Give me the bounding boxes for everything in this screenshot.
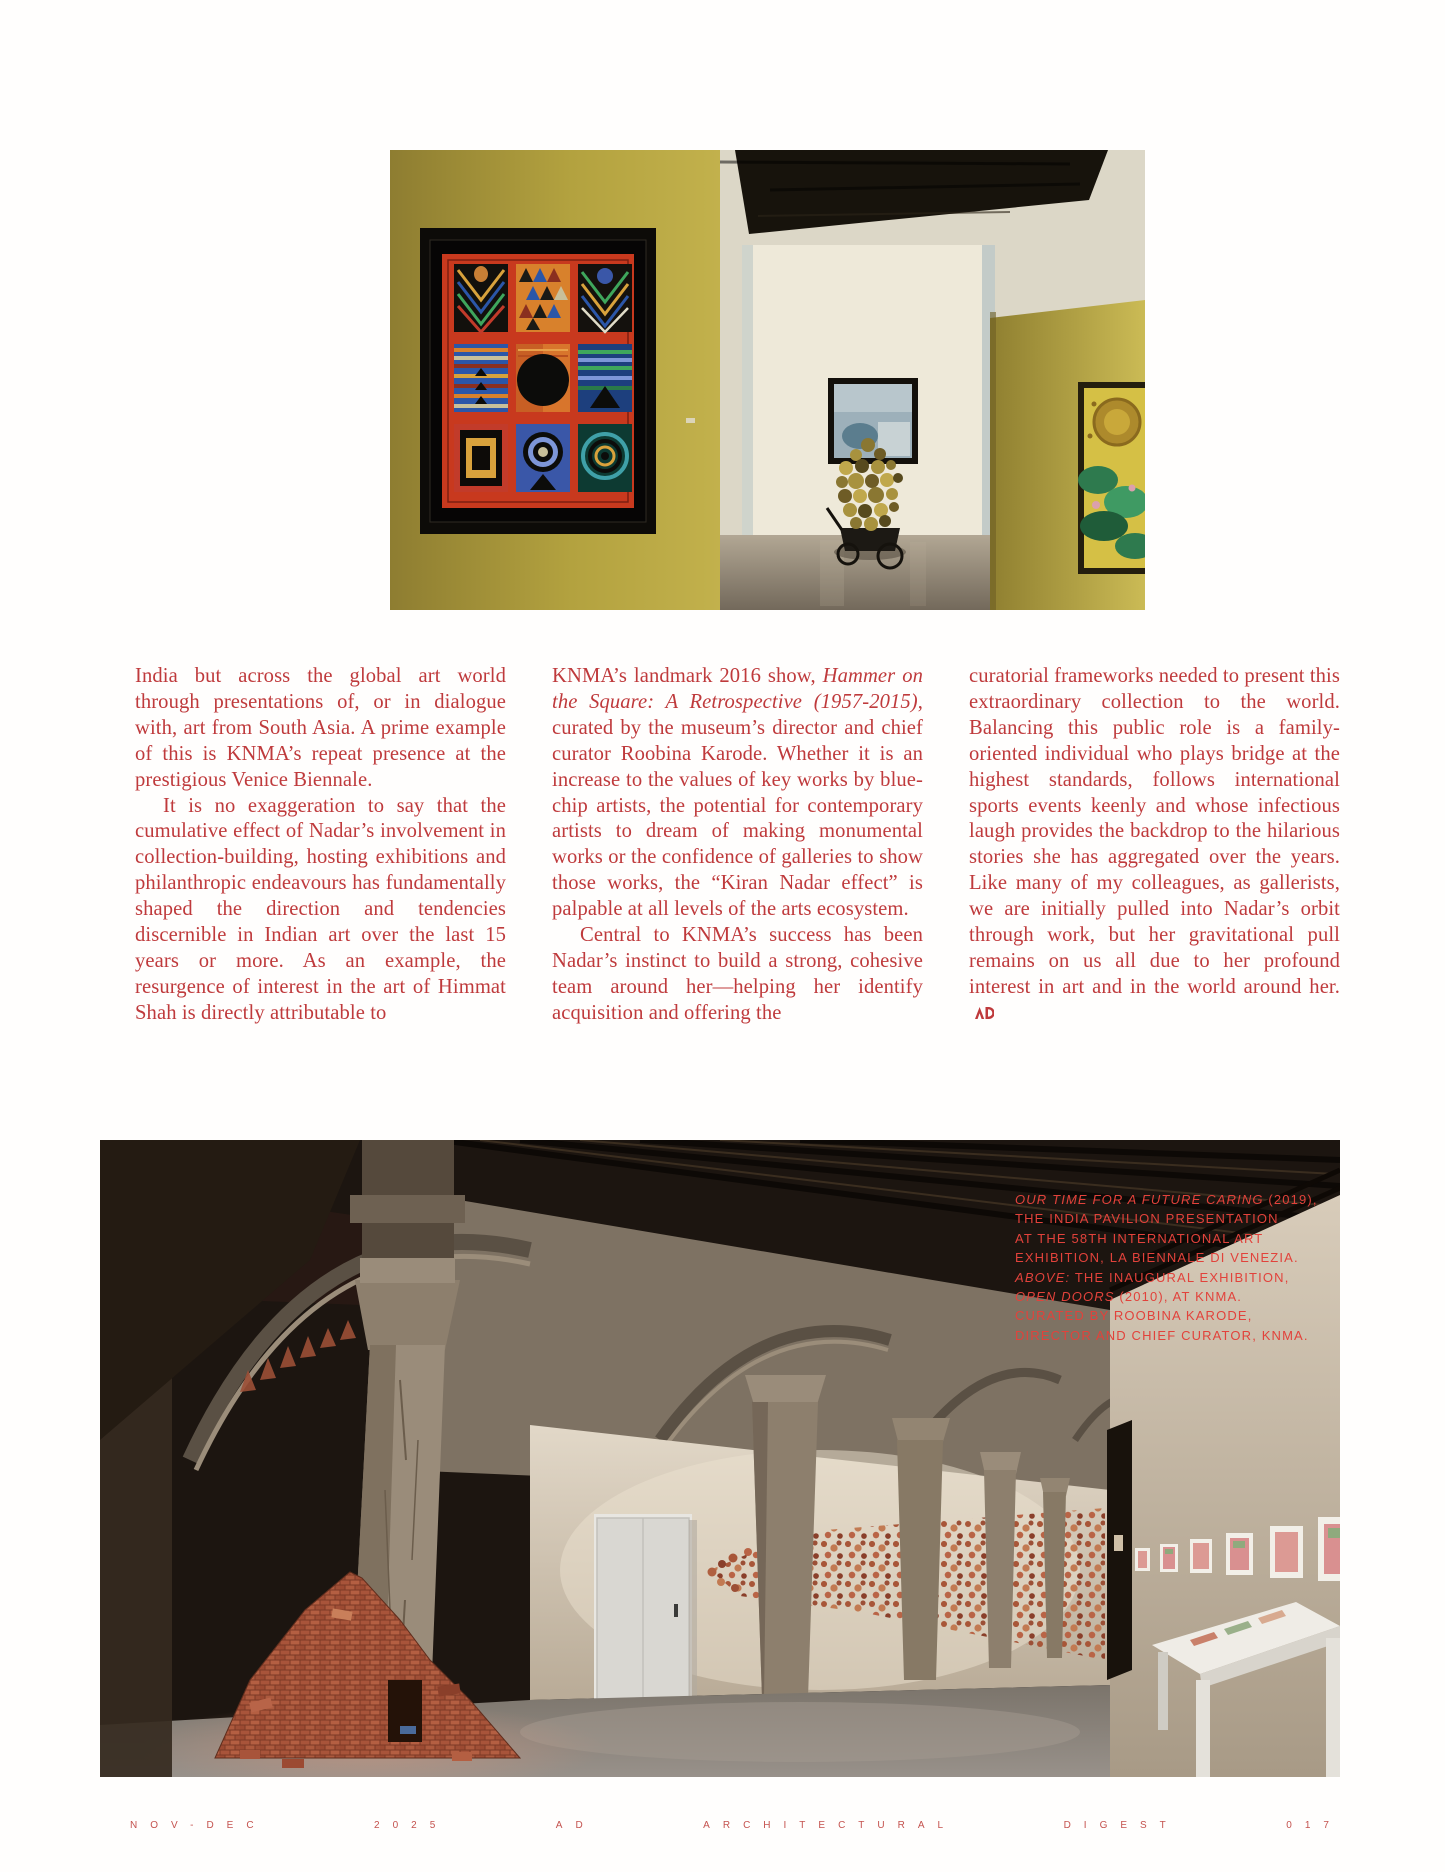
footer-issue-date: NOV-DEC (130, 1820, 267, 1831)
footer-brand-digest: DIGEST (1063, 1820, 1179, 1831)
caption-line: THE INDIA PAVILION PRESENTATION (1015, 1211, 1279, 1227)
caption-line: AT THE 58TH INTERNATIONAL ART (1015, 1230, 1264, 1246)
wall-label (686, 418, 695, 423)
artwork-tile-concentric-squares (454, 424, 508, 492)
artwork-tile-black-bindu (516, 344, 570, 412)
caption-line: OPEN DOORS (2010), AT KNMA. (1015, 1289, 1243, 1305)
caption-line: ABOVE: THE INAUGURAL EXHIBITION, (1015, 1269, 1290, 1285)
paragraph: India but across the global art world through presentations of, or in dialogue with, art from South Asia. A prime example of this is KNMA’s repeat presence at the prestigious Venice Biennale. (135, 665, 506, 791)
artwork-tile-spiral (578, 424, 632, 492)
bottom-pavilion-photo (100, 1140, 1340, 1777)
footer-brand-architectural: ARCHITECTURAL (703, 1820, 957, 1831)
top-gallery-photo-illustration (390, 150, 1145, 610)
article-body (135, 664, 1340, 1027)
artwork-tile-chevron-1 (454, 264, 508, 332)
ad-end-mark-icon (975, 1001, 994, 1027)
paragraph: Central to KNMA’s success has been Nadar’s instinct to build a strong, cohesive team around her—helping her identify acquisition and offering the (552, 924, 923, 1024)
distant-door-frame-left (742, 245, 753, 537)
article-column-1 (135, 664, 506, 1027)
footer-page-number: 017 (1286, 1820, 1342, 1831)
footer-year: 2025 (374, 1820, 449, 1831)
top-gallery-photo (390, 150, 1145, 610)
artwork-tile-chevron-2 (578, 264, 632, 332)
floor-reflection (910, 542, 926, 606)
paragraph: KNMA’s landmark 2016 show, Hammer on the Square: A Retrospective (1957-2015), curated by the museum’s director and chief curator Roobina Karode. Whether it is an increase to the values of key works by blue-chip artists, the potential for contemporary artists to dream of making monumental works or the confidence of galleries to show those works, the “Kiran Nadar effect” is palpable at all levels of the arts ecosystem. (552, 665, 923, 921)
lotus-painting (1078, 382, 1145, 574)
artwork-tile-concentric-circles (516, 424, 570, 492)
partition-shadow-edge (990, 312, 996, 610)
paragraph: It is no exaggeration to say that the cumulative effect of Nadar’s involvement in collection-building, hosting exhibitions and philanthropic endeavours has fundamentally shaped the direction and tendencies discernible in Indian art over the last 15 years or more. As an example, the resurgence of interest in the art of Himmat Shah is directly attributable to (135, 794, 506, 1024)
caption-line: OUR TIME FOR A FUTURE CARING (2019), (1015, 1192, 1318, 1207)
artwork-tile-stripes-right (578, 344, 632, 412)
caption-line: EXHIBITION, LA BIENNALE DI VENEZIA. (1015, 1250, 1299, 1266)
floor-light-pool (520, 1702, 1080, 1762)
geometric-artwork (420, 228, 656, 534)
article-column-3 (969, 664, 1340, 1027)
photo-caption (1015, 1190, 1345, 1345)
artwork-tile-triangles (516, 264, 570, 332)
white-door (594, 1514, 697, 1702)
page-footer (130, 1820, 1342, 1831)
caption-line: DIRECTOR AND CHIEF CURATOR, KNMA. (1015, 1327, 1309, 1343)
back-wall-painting (828, 378, 918, 464)
caption-line: CURATED BY ROOBINA KARODE, (1015, 1308, 1253, 1324)
article-column-2 (552, 664, 923, 1027)
paragraph: curatorial frameworks needed to present this extraordinary collection to the world. Balancing this public role is a family-oriented individual who plays bridge at the highest standards, follows international sports events keenly and whose infectious laugh provides the backdrop to the hilarious stories she has aggregated over the years. Like many of my colleagues, as gallerists, we are initially pulled into Nadar’s orbit through work, but her gravitational pull remains on us all due to her profound interest in art and in the world around her. (969, 664, 1340, 1027)
artwork-tile-stripes-left (454, 344, 508, 412)
footer-brand-ad: AD (555, 1820, 596, 1831)
